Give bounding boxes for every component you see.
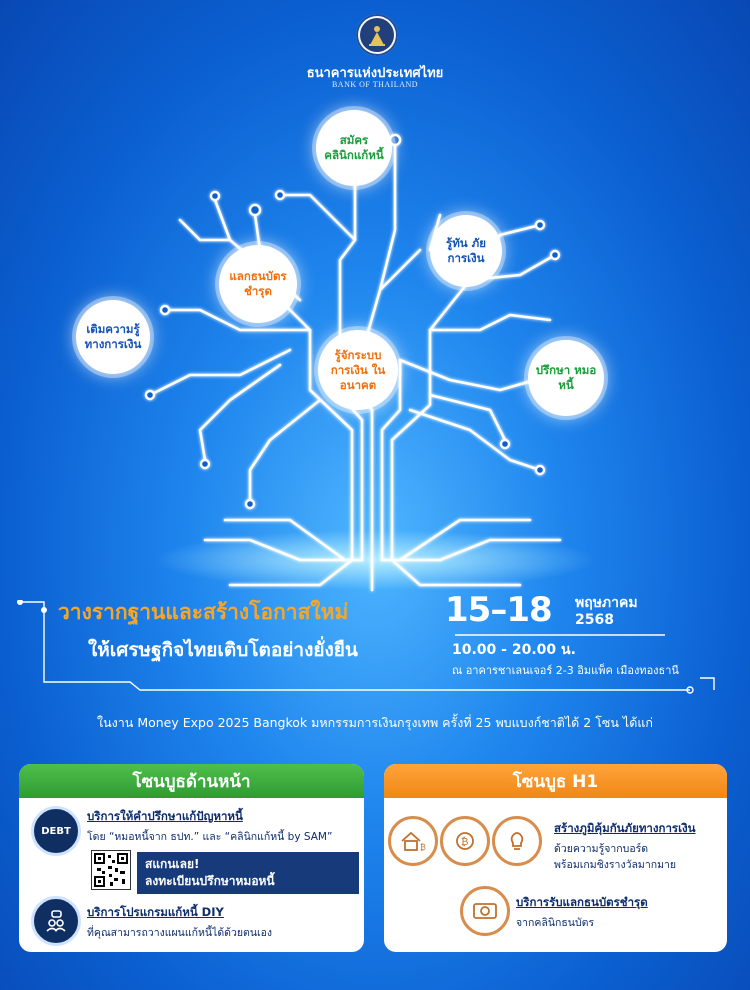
financial-immunity-title: สร้างภูมิคุ้มกันภัยทางการเงิน (554, 821, 696, 835)
crypto-chip-icon (440, 816, 490, 866)
banknote-exchange-subtitle: จากคลินิกธนบัตร (516, 917, 595, 929)
scan-register-box[interactable] (137, 852, 359, 894)
event-dates: 15–18 (445, 590, 552, 630)
financial-immunity-sub1: ด้วยความรู้จากบอร์ด (554, 843, 649, 855)
node-consult-debt-doctor: ปรึกษา หมอหนี้ (528, 340, 604, 416)
event-time: 10.00 - 20.00 น. (452, 642, 576, 658)
org-name-thai: ธนาคารแห่งประเทศไทย (306, 66, 444, 81)
banknote-exchange-title: บริการรับแลกธนบัตรชำรุด (516, 895, 648, 909)
event-venue: ณ อาคารชาเลนเจอร์ 2-3 อิมแพ็ค เมืองทองธานี (452, 664, 679, 677)
zone-h1-title: โซนบูธ H1 (384, 764, 727, 798)
org-name-english: BANK OF THAILAND (331, 80, 419, 89)
house-bitcoin-icon (388, 816, 438, 866)
debt-consult-title: บริการให้คำปรึกษาแก้ปัญหาหนี้ (87, 809, 243, 823)
headline-line1: วางรากฐานและสร้างโอกาสใหม่ (58, 600, 349, 624)
svg-text:₿: ₿ (461, 837, 469, 848)
zone-h1-panel (384, 764, 727, 952)
node-financial-knowledge: เติมความรู้ ทางการเงิน (76, 300, 150, 374)
financial-immunity-sub2: พร้อมเกมชิงรางวัลมากมาย (554, 859, 677, 871)
diy-program-subtitle: ที่คุณสามารถวางแผนแก้หนี้ได้ด้วยตนเอง (87, 927, 273, 939)
event-month: พฤษภาคม (575, 595, 638, 611)
zone-front-panel (19, 764, 364, 952)
scan-line1: สแกนเลย! (145, 857, 200, 871)
people-chat-icon (44, 909, 68, 933)
intro-text: ในงาน Money Expo 2025 Bangkok มหกรรมการเงินกรุงเทพ ครั้งที่ 25 พบแบงก์ชาติได้ 2 โซน ได้แก่ (97, 715, 653, 730)
diy-program-icon (31, 896, 81, 946)
svg-text:₿: ₿ (420, 843, 426, 852)
qr-code[interactable] (91, 850, 131, 890)
zone-front-title: โซนบูธด้านหน้า (19, 764, 364, 798)
debt-clinic-icon: DEBT (31, 806, 81, 856)
banknote-exchange-icon (460, 886, 510, 936)
node-register-debt-clinic: สมัคร คลินิกแก้หนี้ (316, 110, 392, 186)
qr-code-icon (92, 851, 130, 889)
headline-line2: ให้เศรษฐกิจไทยเติบโตอย่างยั่งยืน (88, 639, 358, 661)
event-year: 2568 (575, 612, 614, 628)
lightbulb-icon (492, 816, 542, 866)
node-future-finance: รู้จักระบบ การเงิน ในอนาคต (318, 330, 398, 410)
node-financial-risk: รู้ทัน ภัยการเงิน (430, 215, 502, 287)
diy-program-title: บริการโปรแกรมแก้หนี้ DIY (87, 905, 224, 919)
node-exchange-banknotes: แลกธนบัตร ชำรุด (219, 245, 297, 323)
scan-line2: ลงทะเบียนปรึกษาหมอหนี้ (145, 874, 275, 888)
debt-consult-subtitle: โดย “หมอหนี้จาก ธปท.” และ “คลินิกแก้หนี้ by SAM” (87, 831, 333, 843)
